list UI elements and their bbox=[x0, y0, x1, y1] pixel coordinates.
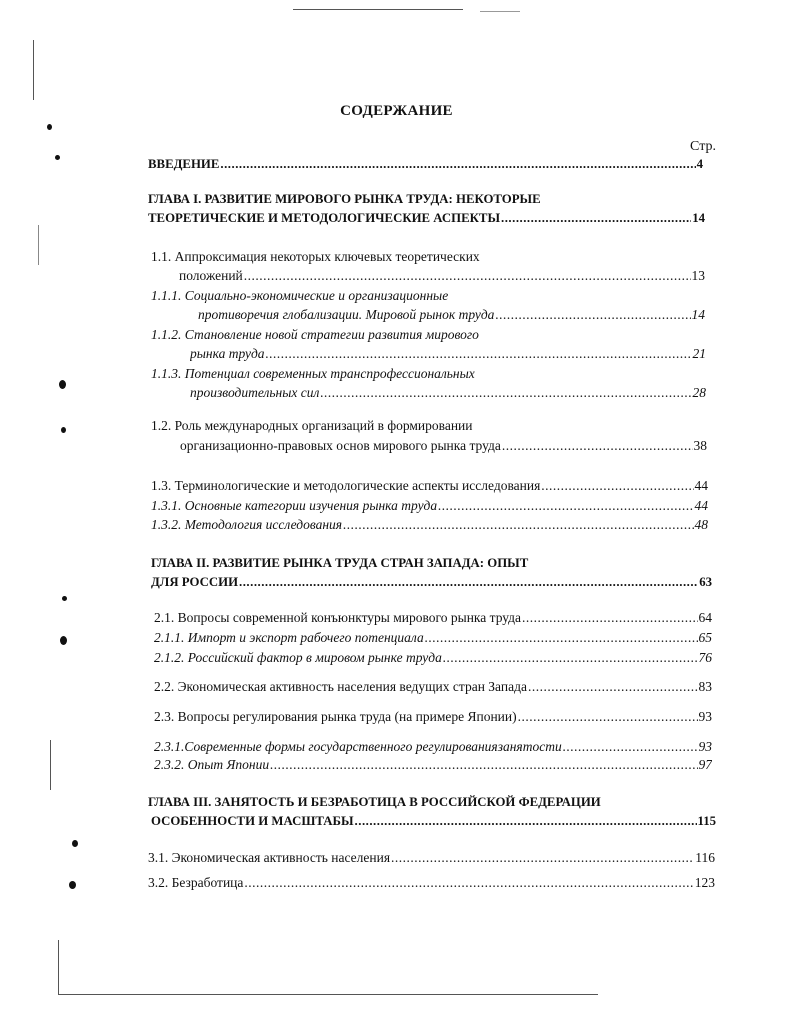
page-column-label: Стр. bbox=[690, 139, 716, 154]
leader-dots bbox=[518, 707, 698, 726]
leader-dots bbox=[443, 648, 698, 667]
punch-mark-5 bbox=[62, 596, 67, 601]
toc-entry-1-1-2-line1[interactable]: 1.1.2. Становление новой стратегии развития мирового bbox=[151, 327, 479, 342]
toc-entry-2-2[interactable]: 2.2. Экономическая активность населения ведущих стран Запада ..... 83 bbox=[154, 677, 712, 696]
toc-entry-2-1[interactable]: 2.1. Вопросы современной конъюнктуры мирового рынка труда ..... 64 bbox=[154, 608, 712, 627]
toc-entry-1-3-2[interactable]: 1.3.2. Методология исследования ..... 48 bbox=[151, 515, 708, 534]
toc-entry-2-1-2[interactable]: 2.1.2. Российский фактор в мировом рынке труда ..... 76 bbox=[154, 648, 712, 667]
toc-entry-ch2-line1[interactable]: ГЛАВА II. РАЗВИТИЕ РЫНКА ТРУДА СТРАН ЗАПАДА: ОПЫТ bbox=[151, 556, 529, 570]
leader-dots bbox=[563, 737, 698, 756]
toc-entry-1-3[interactable]: 1.3. Терминологические и методологические аспекты исследования ..... 44 bbox=[151, 476, 708, 495]
toc-entry-1-2[interactable]: организационно-правовых основ мирового рынка труда ..... 38 bbox=[180, 436, 707, 455]
toc-entry-intro[interactable]: ВВЕДЕНИЕ ..... 4 bbox=[148, 155, 703, 174]
toc-entry-1-1-line1[interactable]: 1.1. Аппроксимация некоторых ключевых теоретических bbox=[151, 249, 480, 264]
leader-dots bbox=[244, 266, 691, 285]
left-scan-line-top bbox=[33, 40, 34, 100]
leader-dots bbox=[220, 155, 695, 174]
toc-entry-1-1-3[interactable]: производительных сил ..... 28 bbox=[190, 383, 706, 402]
leader-dots bbox=[320, 383, 691, 402]
leader-dots bbox=[495, 305, 690, 324]
toc-entry-ch3-line1[interactable]: ГЛАВА III. ЗАНЯТОСТЬ И БЕЗРАБОТИЦА В РОССИЙСКОЙ ФЕДЕРАЦИИ bbox=[148, 795, 601, 809]
left-scan-line-bottom bbox=[58, 940, 59, 995]
leader-dots bbox=[522, 608, 697, 627]
toc-entry-1-1-1-line1[interactable]: 1.1.1. Социально-экономические и организационные bbox=[151, 288, 449, 303]
leader-dots bbox=[528, 677, 698, 696]
toc-entry-1-1-2[interactable]: рынка труда ..... 21 bbox=[190, 344, 706, 363]
toc-entry-2-3-1[interactable]: 2.3.1.Современные формы государственного регулированиязанятости ..... 93 bbox=[154, 737, 712, 756]
toc-entry-2-3[interactable]: 2.3. Вопросы регулирования рынка труда (на примере Японии) ..... 93 bbox=[154, 707, 712, 726]
punch-mark-2 bbox=[55, 155, 60, 160]
toc-entry-2-3-2[interactable]: 2.3.2. Опыт Японии ..... 97 bbox=[154, 755, 712, 774]
leader-dots bbox=[391, 848, 694, 867]
leader-dots bbox=[266, 344, 692, 363]
toc-entry-ch1-line1[interactable]: ГЛАВА I. РАЗВИТИЕ МИРОВОГО РЫНКА ТРУДА: НЕКОТОРЫЕ bbox=[148, 192, 541, 206]
punch-mark-1 bbox=[47, 124, 52, 130]
bottom-scan-line bbox=[58, 994, 598, 995]
toc-entry-2-1-1[interactable]: 2.1.1. Импорт и экспорт рабочего потенциала ..... 65 bbox=[154, 628, 712, 647]
punch-mark-3 bbox=[59, 380, 66, 389]
leader-dots bbox=[541, 476, 693, 495]
leader-dots bbox=[355, 812, 697, 831]
left-scan-line-lower bbox=[50, 740, 51, 790]
leader-dots bbox=[343, 515, 693, 534]
top-scan-line-right bbox=[480, 11, 520, 12]
toc-entry-ch2[interactable]: ДЛЯ РОССИИ ..... 63 bbox=[151, 573, 712, 592]
leader-dots bbox=[438, 496, 693, 515]
top-scan-line bbox=[293, 9, 463, 10]
leader-dots bbox=[501, 209, 691, 228]
toc-entry-ch1[interactable]: ТЕОРЕТИЧЕСКИЕ И МЕТОДОЛОГИЧЕСКИЕ АСПЕКТЫ ..... 14 bbox=[148, 209, 705, 228]
leader-dots bbox=[502, 436, 693, 455]
toc-entry-1-2-line1[interactable]: 1.2. Роль международных организаций в формировании bbox=[151, 418, 473, 433]
toc-entry-1-3-1[interactable]: 1.3.1. Основные категории изучения рынка труда ..... 44 bbox=[151, 496, 708, 515]
toc-entry-1-1-1[interactable]: противоречия глобализации. Мировой рынок труда ..... 14 bbox=[198, 305, 705, 324]
toc-entry-3-2[interactable]: 3.2. Безработица ..... 123 bbox=[148, 873, 715, 892]
toc-entry-1-1[interactable]: положений ..... 13 bbox=[179, 266, 705, 285]
leader-dots bbox=[270, 755, 697, 774]
left-scan-line-mid bbox=[38, 225, 39, 265]
punch-mark-4 bbox=[61, 427, 66, 433]
punch-mark-7 bbox=[72, 840, 78, 847]
leader-dots bbox=[244, 873, 693, 892]
punch-mark-8 bbox=[69, 881, 76, 889]
leader-dots bbox=[425, 628, 698, 647]
punch-mark-6 bbox=[60, 636, 67, 645]
leader-dots bbox=[239, 573, 698, 592]
page-title: СОДЕРЖАНИЕ bbox=[340, 103, 453, 119]
toc-entry-3-1[interactable]: 3.1. Экономическая активность населения ..... 116 bbox=[148, 848, 715, 867]
toc-entry-1-1-3-line1[interactable]: 1.1.3. Потенциал современных транспрофессиональных bbox=[151, 366, 475, 381]
toc-entry-ch3[interactable]: ОСОБЕННОСТИ И МАСШТАБЫ ..... 115 bbox=[151, 812, 716, 831]
